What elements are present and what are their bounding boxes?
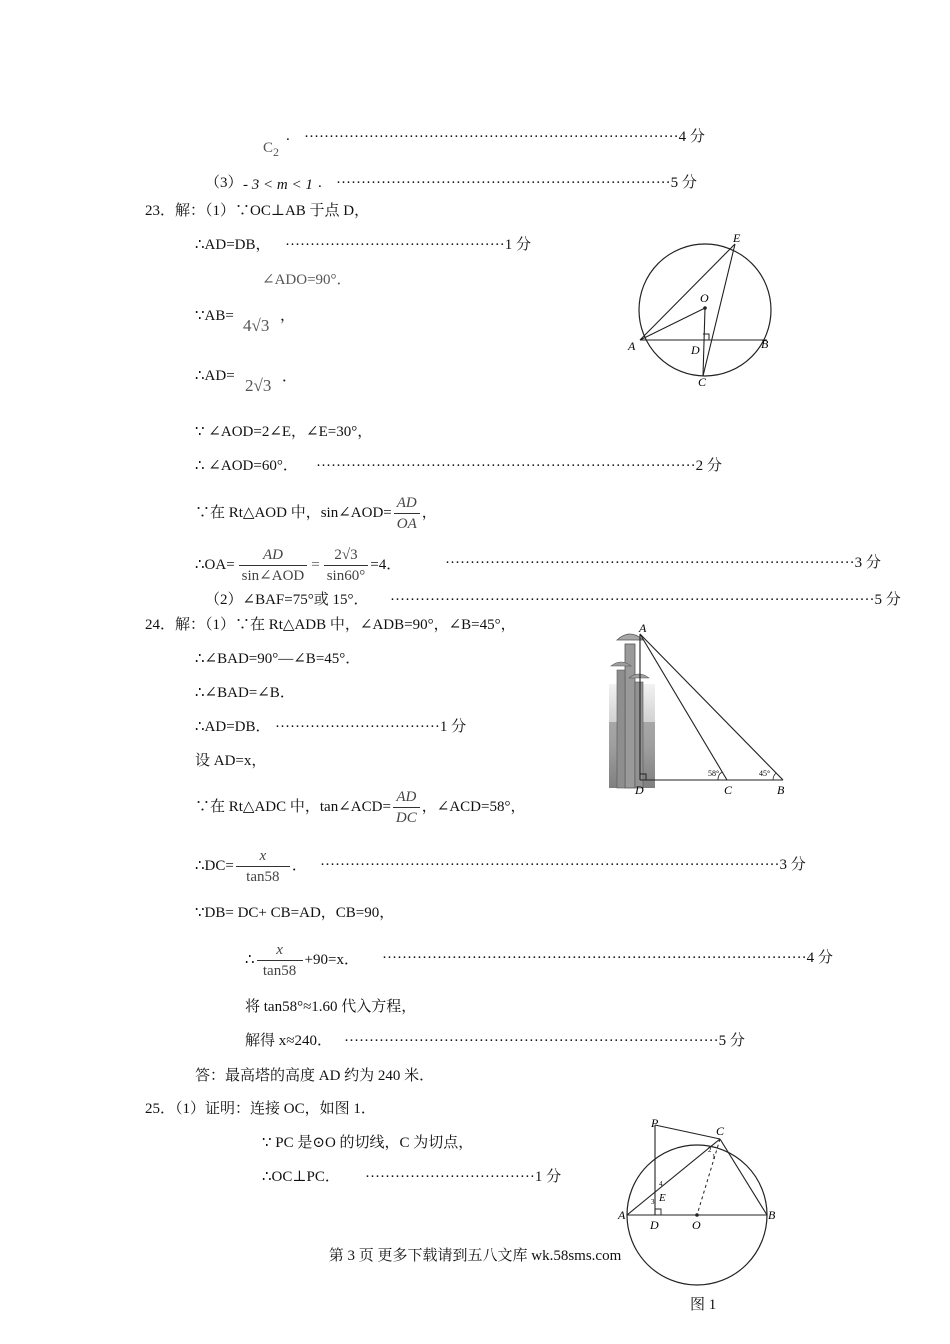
q24-heading: 24．解：（1）∵在 Rt△ADB 中，∠ADB=90°，∠B=45°， bbox=[145, 617, 516, 633]
q24-line7: ∵DB= DC+ CB=AD，CB=90， bbox=[195, 905, 395, 921]
q23-line3-comma: ， bbox=[280, 308, 296, 324]
label-angle-58: 58° bbox=[708, 769, 720, 778]
label-O: O bbox=[692, 1218, 701, 1232]
q24-line4: 设 AD=x， bbox=[195, 753, 267, 769]
label-4: 4 bbox=[659, 1180, 663, 1188]
fraction-x-tan58-a: $\frac{x}{\tan 58}$ bbox=[236, 846, 290, 887]
label-B: B bbox=[761, 337, 769, 351]
c2-period: . bbox=[286, 128, 290, 144]
label-D: D bbox=[635, 783, 644, 797]
q23-line4: ∴AD= bbox=[195, 368, 235, 384]
label-E: E bbox=[659, 1192, 666, 1204]
score-line-2: ···································································5 分 bbox=[336, 175, 697, 191]
q24-line9: 将 tan58°≈1.60 代入方程， bbox=[245, 999, 417, 1015]
fraction-x-tan58-b: $\frac{x}{\tan 58}$ bbox=[257, 940, 303, 981]
figure1-caption: 图 1 bbox=[690, 1297, 717, 1313]
part3-label: （3） bbox=[205, 175, 243, 191]
q24-score3: ····························································································3 分 bbox=[320, 857, 806, 873]
fraction-ad-sin: $\frac{AD}{\text{sin∠AOD}}$ bbox=[239, 545, 308, 586]
q24-answer: 答：最高塔的高度 AD 约为 240 米． bbox=[195, 1068, 435, 1084]
label-3: 3 bbox=[651, 1198, 655, 1206]
q23-line7: ∵在 Rt△AOD 中，sin∠AOD= $\frac{AD}{OA}$ ， bbox=[195, 495, 437, 533]
q24-line2: ∴∠BAD=∠B． bbox=[195, 685, 295, 701]
q24-line6: ∴DC= $\frac{x}{\tan 58}$ ． bbox=[195, 848, 307, 886]
q24-line5: ∵在 Rt△ADC 中，tan∠ACD= $\frac{AD}{DC}$ ，∠ACD=58°， bbox=[195, 789, 526, 827]
q25-heading: 25．（1）证明：连接 OC，如图 1． bbox=[145, 1101, 376, 1117]
q23-line1: ∴AD=DB， bbox=[195, 237, 271, 253]
label-D: D bbox=[691, 343, 700, 357]
page-footer: 第 3 页 更多下载请到五八文库 wk.58sms.com bbox=[328, 1248, 622, 1264]
label-A: A bbox=[628, 339, 636, 353]
q23-score1: ············································1 分 bbox=[285, 237, 532, 253]
q23-score2: ············································································2 分 bbox=[316, 458, 722, 474]
label-E: E bbox=[733, 231, 741, 245]
q23-line2: ∠ADO=90°． bbox=[262, 272, 352, 288]
q24-score1: ·································1 分 bbox=[275, 719, 467, 735]
label-C: C bbox=[698, 375, 707, 389]
q23-line4-value: 2√3 bbox=[245, 376, 272, 395]
q23-line8: ∴OA= $\frac{AD}{\text{sin∠AOD}}$ = $\frac{2√3}{\sin 60^\circ}$ =4． bbox=[195, 547, 402, 585]
q23-line4-period: ． bbox=[282, 369, 298, 385]
label-D: D bbox=[650, 1218, 659, 1232]
q23-score5: ·································································································5 分 bbox=[390, 592, 901, 608]
q23-line3-value: 4√3 bbox=[243, 316, 270, 335]
q25-score1: ··································1 分 bbox=[365, 1169, 562, 1185]
q23-line6: ∴ ∠AOD=60°． bbox=[195, 458, 298, 474]
label-C: C bbox=[724, 783, 733, 797]
q24-line3: ∴AD=DB． bbox=[195, 719, 271, 735]
q23-line3: ∵AB= bbox=[195, 308, 234, 324]
label-C: C bbox=[716, 1124, 725, 1138]
fraction-2sqrt3-sin60: $\frac{2√3}{\sin 60^\circ}$ bbox=[324, 545, 369, 586]
label-B: B bbox=[768, 1208, 776, 1222]
part3-period: . bbox=[318, 175, 322, 191]
label-2: 2 bbox=[708, 1146, 712, 1154]
score-line-1: ···········································································4 分 bbox=[304, 129, 705, 145]
fraction-ad-dc: $\frac{AD}{DC}$ bbox=[393, 787, 420, 828]
label-angle-45: 45° bbox=[759, 769, 771, 778]
label-B: B bbox=[777, 783, 785, 797]
label-A: A bbox=[618, 1208, 626, 1222]
q23-part2: （2）∠BAF=75°或 15°． bbox=[205, 592, 369, 608]
q23-line5: ∵ ∠AOD=2∠E，∠E=30°， bbox=[195, 424, 373, 440]
q24-line8: ∴ $\frac{x}{\tan 58}$ +90=x． bbox=[245, 942, 359, 980]
label-1: 1 bbox=[712, 1153, 716, 1161]
q24-line10: 解得 x≈240． bbox=[245, 1033, 332, 1049]
part3-inequality: - 3 < m < 1 bbox=[243, 177, 313, 193]
label-A: A bbox=[639, 622, 647, 635]
q23-heading: 23．解：（1）∵OC⊥AB 于点 D， bbox=[145, 203, 370, 219]
label-O: O bbox=[700, 291, 709, 305]
fraction-ad-oa: $\frac{AD}{OA}$ bbox=[394, 493, 420, 534]
c2-label: $C_2$ bbox=[263, 140, 280, 159]
q24-tower-figure bbox=[605, 622, 800, 798]
q25-line2: ∴OC⊥PC． bbox=[262, 1169, 340, 1185]
q23-score3: ··················································································3 分 bbox=[445, 555, 881, 571]
label-P: P bbox=[651, 1116, 659, 1130]
q25-line1: ∵ PC 是⊙O 的切线，C 为切点， bbox=[262, 1135, 474, 1151]
q24-score4: ·····················································································4 分 bbox=[382, 950, 833, 966]
q25-circle-figure bbox=[615, 1115, 785, 1290]
q23-circle-figure bbox=[625, 230, 785, 390]
q24-line1: ∴∠BAD=90°—∠B=45°． bbox=[195, 651, 361, 667]
q24-score5: ···········································································5 分 bbox=[344, 1033, 745, 1049]
